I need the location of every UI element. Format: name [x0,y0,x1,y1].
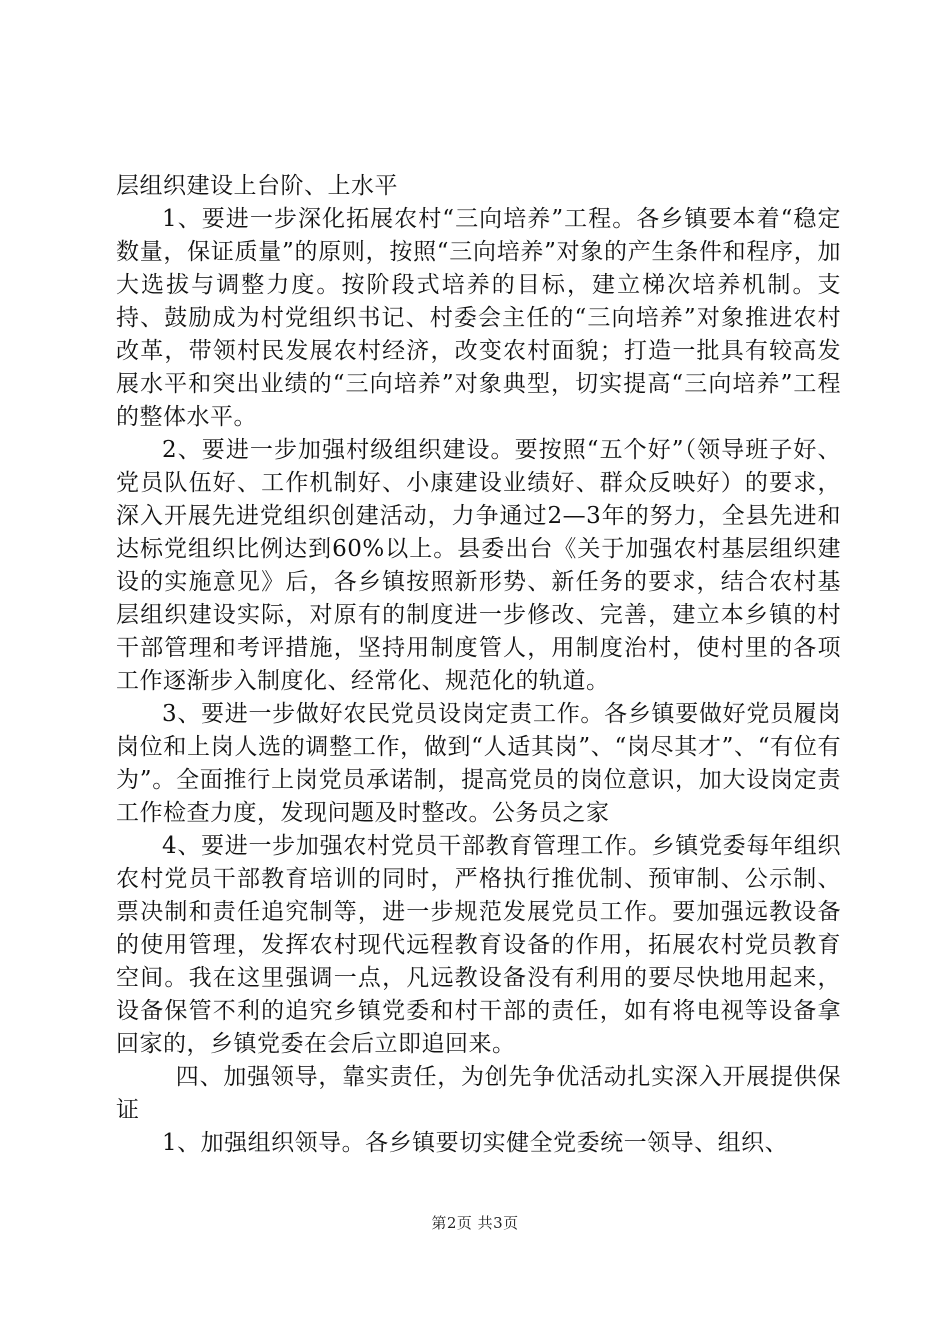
paragraph-item-2: 2、要进一步加强村级组织建设。要按照“五个好”（领导班子好、党员队伍好、工作机制好、小康建设业绩好、群众反映好）的要求，深入开展先进党组织创建活动，力争通过2—3年的努力，全县先进和达标党组织比例达到60%以上。县委出台《关于加强农村基层组织建设的实施意见》后，各乡镇按照新形势、新任务的要求，结合农村基层组织建设实际，对原有的制度进一步修改、完善，建立本乡镇的村干部管理和考评措施，坚持用制度管人，用制度治村，使村里的各项工作逐渐步入制度化、经常化、规范化的轨道。 [116,437,841,694]
paragraph-item-1-leadership: 1、加强组织领导。各乡镇要切实健全党委统一领导、组织、 [162,1130,789,1156]
paragraph-item-1: 1、要进一步深化拓展农村“三向培养”工程。各乡镇要本着“稳定数量，保证质量”的原则，按照“三向培养”对象的产生条件和程序，加大选拔与调整力度。按阶段式培养的目标，建立梯次培养机制。支持、鼓励成为村党组织书记、村委会主任的“三向培养”对象推进农村改革，带领村民发展农村经济，改变农村面貌；打造一批具有较高发展水平和突出业绩的“三向培养”对象典型，切实提高“三向培养”工程的整体水平。 [116,206,841,430]
paragraph-item-3: 3、要进一步做好农民党员设岗定责工作。各乡镇要做好党员履岗岗位和上岗人选的调整工作，做到“人适其岗”、“岗尽其才”、“有位有为”。全面推行上岗党员承诺制，提高党员的岗位意识，加大设岗定责工作检查力度，发现问题及时整改。公务员之家 [116,701,841,826]
page-number-footer: 第2页 共3页 [431,1214,519,1232]
paragraph-item-4: 4、要进一步加强农村党员干部教育管理工作。乡镇党委每年组织农村党员干部教育培训的同时，严格执行推优制、预审制、公示制、票决制和责任追究制等，进一步规范发展党员工作。要加强远教设备的使用管理，发挥农村现代远程教育设备的作用，拓展农村党员教育空间。我在这里强调一点，凡远教设备没有利用的要尽快地用起来，设备保管不利的追究乡镇党委和村干部的责任，如有将电视等设备拿回家的，乡镇党委在会后立即追回来。 [116,833,841,1057]
document-body [116,170,841,1160]
section-heading-4: 四、加强领导，靠实责任，为创先争优活动扎实深入开展提供保证 [116,1064,841,1123]
paragraph-continuation: 层组织建设上台阶、上水平 [116,173,398,199]
